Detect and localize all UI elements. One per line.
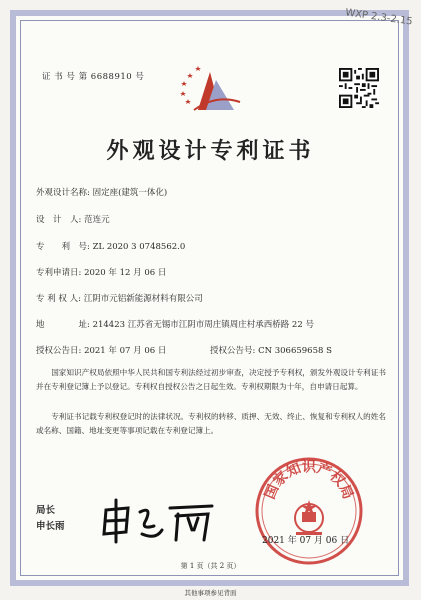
field-grant-number: [210, 344, 332, 356]
field-label: 专利申请日:: [36, 268, 82, 278]
page-number: 第 1 页（共 2 页）: [180, 562, 241, 570]
field-design-name: [36, 186, 167, 198]
field-value: 范连元: [84, 215, 110, 225]
field-label: 地 址:: [36, 320, 90, 330]
seal-date: 2021 年 07 月 06 日: [262, 536, 350, 546]
field-value: 江阴市元铝新能源材料有限公司: [83, 294, 203, 304]
field-label: 外观设计名称:: [36, 188, 90, 198]
qr-code: [339, 68, 379, 108]
patent-office-emblem: [176, 66, 242, 112]
field-value: ZL 2020 3 0748562.0: [92, 242, 186, 252]
field-label: 授权公告日:: [36, 346, 82, 356]
field-patentee: [36, 292, 203, 304]
field-label: 授权公告号:: [210, 346, 256, 356]
certificate-title: 外观设计专利证书: [106, 138, 315, 164]
footer-note: 其他事项参见背面: [184, 589, 237, 597]
field-designer: [36, 213, 110, 225]
svg-text:国家知识产权局: [261, 459, 356, 502]
officer-title: 局长: [36, 505, 56, 516]
field-label: 设 计 人:: [36, 215, 82, 225]
field-application-date: [36, 266, 166, 278]
field-value: 214423 江苏省无锡市江阴市周庄镇周庄村承西桥路 22 号: [92, 320, 314, 330]
field-label: 专 利 号:: [36, 242, 90, 252]
grant-paragraph: 国家知识产权局依照中华人民共和国专利法经过初步审查，决定授予专利权，颁发外观设计专利证书并在专利登记簿上予以登记。专利权自授权公告之日起生效。专利权期限为十年，自申请日起算。: [36, 368, 386, 391]
field-value: CN 306659658 S: [258, 346, 332, 356]
handwritten-note: WXP 2.3-2.15: [344, 7, 414, 28]
field-label: 专 利 权 人:: [36, 294, 81, 304]
field-address: [36, 318, 314, 330]
field-value: 2020 年 12 月 06 日: [84, 268, 167, 278]
director-signature: [96, 496, 216, 544]
seal-text: 国家知识产权局: [262, 459, 356, 502]
certificate-number: 证 书 号 第 6688910 号: [42, 72, 145, 82]
official-seal: [254, 456, 364, 566]
field-grant-date: [36, 344, 166, 356]
field-value: 2021 年 07 月 06 日: [84, 346, 167, 356]
officer-name: 申长雨: [36, 521, 65, 532]
field-patent-number: [36, 240, 185, 252]
field-value: 固定座(建筑一体化): [92, 188, 168, 198]
record-paragraph: 专利证书记载专利权登记时的法律状况。专利权的转移、质押、无效、终止、恢复和专利权人的姓名或名称、国籍、地址变更等事项记载在专利登记簿上。: [36, 412, 386, 435]
